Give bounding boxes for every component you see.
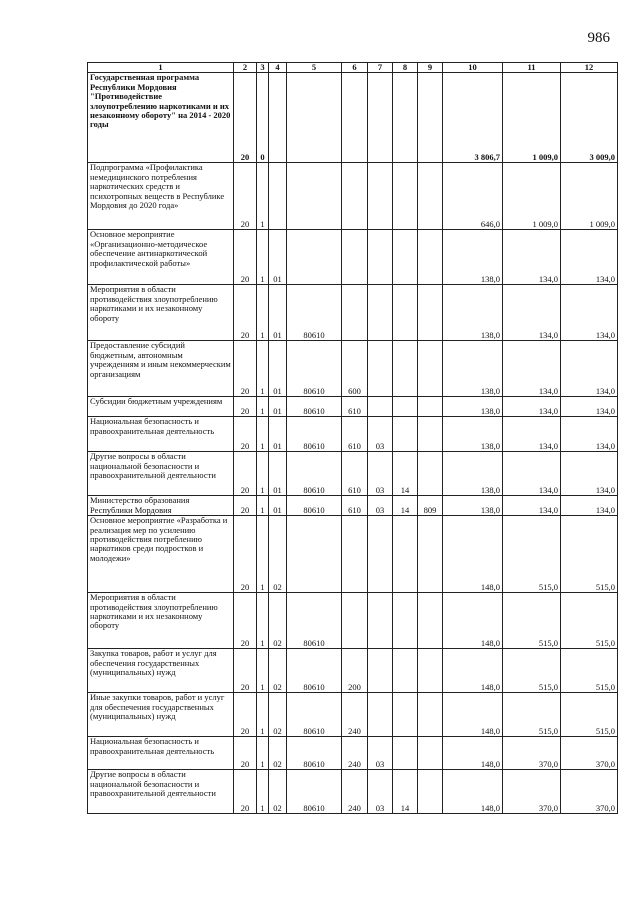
header-cell: 5 [287,63,342,73]
table-row [88,693,618,737]
amount-col10: 138,0 [443,341,503,397]
code-target: 80610 [287,341,342,397]
amount-col12: 515,0 [561,593,618,649]
code-event: 02 [269,770,287,814]
budget-table-body [88,63,618,814]
code-section [368,693,393,737]
amount-col10: 138,0 [443,496,503,516]
amount-col10: 148,0 [443,516,503,593]
amount-col11: 134,0 [503,417,561,452]
amount-col10: 148,0 [443,693,503,737]
code-subsection [393,516,418,593]
code-section: 03 [368,452,393,496]
code-expense-type: 610 [342,417,368,452]
header-cell: 2 [234,63,257,73]
code-chapter: 20 [234,285,257,341]
code-subsection [393,397,418,417]
code-expense-type: 610 [342,397,368,417]
amount-col11: 134,0 [503,496,561,516]
code-ministry [418,649,443,693]
code-chapter: 20 [234,417,257,452]
code-chapter: 20 [234,452,257,496]
table-row [88,593,618,649]
amount-col12: 515,0 [561,649,618,693]
code-event: 02 [269,516,287,593]
code-subsection [393,737,418,770]
code-ministry [418,737,443,770]
code-sub: 1 [257,230,269,285]
code-section: 03 [368,737,393,770]
table-row [88,341,618,397]
code-section [368,341,393,397]
code-section [368,649,393,693]
code-event: 01 [269,452,287,496]
code-expense-type [342,593,368,649]
code-chapter: 20 [234,516,257,593]
row-name: Субсидии бюджетным учреждениям [88,397,234,417]
amount-col11: 1 009,0 [503,73,561,163]
code-chapter: 20 [234,770,257,814]
table-row [88,770,618,814]
header-cell: 8 [393,63,418,73]
code-event: 02 [269,693,287,737]
code-section [368,230,393,285]
amount-col10: 148,0 [443,593,503,649]
table-row [88,496,618,516]
code-section [368,516,393,593]
code-sub: 1 [257,417,269,452]
row-name: Мероприятия в области противодействия злоупотреблению наркотиками и их незаконному обороту [88,593,234,649]
code-section: 03 [368,417,393,452]
amount-col11: 515,0 [503,693,561,737]
code-subsection [393,285,418,341]
row-name: Основное мероприятие «Организационно-методическое обеспечение антинаркотической профилактической работы» [88,230,234,285]
amount-col12: 134,0 [561,341,618,397]
amount-col12: 370,0 [561,770,618,814]
amount-col10: 646,0 [443,163,503,230]
amount-col10: 148,0 [443,649,503,693]
row-name: Подпрограмма «Профилактика немедицинского потребления наркотических средств и психотропных веществ в Республике Мордовия до 2020 года» [88,163,234,230]
code-expense-type: 200 [342,649,368,693]
code-ministry [418,341,443,397]
code-section [368,73,393,163]
code-ministry [418,285,443,341]
header-cell: 4 [269,63,287,73]
row-name: Государственная программа Республики Мордовия "Противодействие злоупотреблению наркотиками и их незаконному обороту" на 2014 - 2020 годы [88,73,234,163]
amount-col10: 138,0 [443,452,503,496]
code-ministry: 809 [418,496,443,516]
code-section: 03 [368,496,393,516]
code-chapter: 20 [234,496,257,516]
code-ministry [418,230,443,285]
row-name: Основное мероприятие «Разработка и реализация мер по усилению противодействия потреблению наркотиков среди подростков и молодежи» [88,516,234,593]
code-expense-type [342,516,368,593]
code-event: 01 [269,341,287,397]
amount-col10: 3 806,7 [443,73,503,163]
code-sub: 0 [257,73,269,163]
row-name: Национальная безопасность и правоохранительная деятельность [88,737,234,770]
code-subsection [393,163,418,230]
row-name: Мероприятия в области противодействия злоупотреблению наркотиками и их незаконному обороту [88,285,234,341]
code-subsection [393,230,418,285]
code-ministry [418,452,443,496]
row-name: Другие вопросы в области национальной безопасности и правоохранительной деятельности [88,452,234,496]
code-expense-type [342,285,368,341]
code-target: 80610 [287,770,342,814]
code-expense-type [342,73,368,163]
amount-col12: 134,0 [561,230,618,285]
code-target [287,73,342,163]
code-subsection [393,649,418,693]
table-row [88,285,618,341]
code-chapter: 20 [234,593,257,649]
code-sub: 1 [257,693,269,737]
code-chapter: 20 [234,649,257,693]
code-ministry [418,397,443,417]
amount-col12: 134,0 [561,452,618,496]
amount-col11: 134,0 [503,341,561,397]
amount-col12: 1 009,0 [561,163,618,230]
code-target: 80610 [287,285,342,341]
amount-col12: 134,0 [561,285,618,341]
amount-col11: 515,0 [503,593,561,649]
amount-col12: 134,0 [561,397,618,417]
code-section [368,163,393,230]
code-ministry [418,417,443,452]
code-ministry [418,593,443,649]
budget-table [87,62,618,814]
code-section: 03 [368,770,393,814]
header-cell: 6 [342,63,368,73]
amount-col11: 134,0 [503,452,561,496]
code-chapter: 20 [234,737,257,770]
code-sub: 1 [257,285,269,341]
header-cell: 11 [503,63,561,73]
code-target [287,230,342,285]
amount-col12: 515,0 [561,693,618,737]
code-event [269,73,287,163]
code-subsection [393,693,418,737]
code-chapter: 20 [234,341,257,397]
amount-col11: 370,0 [503,770,561,814]
amount-col12: 3 009,0 [561,73,618,163]
code-event: 02 [269,593,287,649]
table-row [88,163,618,230]
code-expense-type: 600 [342,341,368,397]
code-event: 01 [269,285,287,341]
code-ministry [418,770,443,814]
code-subsection: 14 [393,496,418,516]
amount-col10: 138,0 [443,397,503,417]
code-subsection: 14 [393,452,418,496]
code-expense-type: 240 [342,693,368,737]
code-target [287,516,342,593]
code-target: 80610 [287,397,342,417]
code-target [287,163,342,230]
code-event: 01 [269,397,287,417]
row-name: Другие вопросы в области национальной безопасности и правоохранительной деятельности [88,770,234,814]
code-ministry [418,516,443,593]
table-row [88,73,618,163]
code-sub: 1 [257,397,269,417]
amount-col11: 1 009,0 [503,163,561,230]
code-chapter: 20 [234,73,257,163]
code-event: 02 [269,649,287,693]
code-event: 01 [269,230,287,285]
code-sub: 1 [257,516,269,593]
code-expense-type [342,230,368,285]
table-row [88,516,618,593]
row-name: Предоставление субсидий бюджетным, автономным учреждениям и иным некоммерческим организациям [88,341,234,397]
code-subsection [393,73,418,163]
code-section [368,285,393,341]
code-chapter: 20 [234,230,257,285]
amount-col12: 370,0 [561,737,618,770]
code-sub: 1 [257,163,269,230]
amount-col11: 134,0 [503,397,561,417]
code-sub: 1 [257,593,269,649]
code-chapter: 20 [234,163,257,230]
code-sub: 1 [257,341,269,397]
code-event: 02 [269,737,287,770]
table-row [88,452,618,496]
code-target: 80610 [287,693,342,737]
code-chapter: 20 [234,693,257,737]
code-target: 80610 [287,496,342,516]
table-row [88,397,618,417]
code-event: 01 [269,417,287,452]
amount-col11: 515,0 [503,516,561,593]
code-target: 80610 [287,417,342,452]
code-target: 80610 [287,649,342,693]
amount-col12: 515,0 [561,516,618,593]
header-cell: 12 [561,63,618,73]
code-expense-type [342,163,368,230]
code-sub: 1 [257,770,269,814]
row-name: Национальная безопасность и правоохранительная деятельность [88,417,234,452]
amount-col11: 134,0 [503,230,561,285]
amount-col11: 515,0 [503,649,561,693]
code-event: 01 [269,496,287,516]
code-target: 80610 [287,452,342,496]
code-expense-type: 610 [342,452,368,496]
code-sub: 1 [257,737,269,770]
page-number: 986 [587,30,610,46]
header-cell: 1 [88,63,234,73]
header-cell: 3 [257,63,269,73]
code-expense-type: 610 [342,496,368,516]
code-ministry [418,693,443,737]
header-cell: 9 [418,63,443,73]
code-target: 80610 [287,737,342,770]
code-sub: 1 [257,452,269,496]
code-subsection [393,593,418,649]
header-cell: 7 [368,63,393,73]
amount-col10: 148,0 [443,770,503,814]
code-target: 80610 [287,593,342,649]
code-expense-type: 240 [342,737,368,770]
code-event [269,163,287,230]
code-ministry [418,163,443,230]
row-name: Иные закупки товаров, работ и услуг для обеспечения государственных (муниципальных) нужд [88,693,234,737]
amount-col10: 138,0 [443,285,503,341]
code-expense-type: 240 [342,770,368,814]
code-ministry [418,73,443,163]
amount-col10: 138,0 [443,417,503,452]
code-section [368,593,393,649]
code-subsection [393,417,418,452]
code-section [368,397,393,417]
amount-col10: 138,0 [443,230,503,285]
row-name: Закупка товаров, работ и услуг для обеспечения государственных (муниципальных) нужд [88,649,234,693]
code-subsection [393,341,418,397]
code-sub: 1 [257,649,269,693]
amount-col11: 370,0 [503,737,561,770]
amount-col12: 134,0 [561,496,618,516]
header-row [88,63,618,73]
header-cell: 10 [443,63,503,73]
code-sub: 1 [257,496,269,516]
row-name: Министерство образования Республики Мордовия [88,496,234,516]
amount-col12: 134,0 [561,417,618,452]
table-row [88,417,618,452]
table-row [88,230,618,285]
amount-col10: 148,0 [443,737,503,770]
table-row [88,737,618,770]
amount-col11: 134,0 [503,285,561,341]
code-chapter: 20 [234,397,257,417]
table-row [88,649,618,693]
code-subsection: 14 [393,770,418,814]
